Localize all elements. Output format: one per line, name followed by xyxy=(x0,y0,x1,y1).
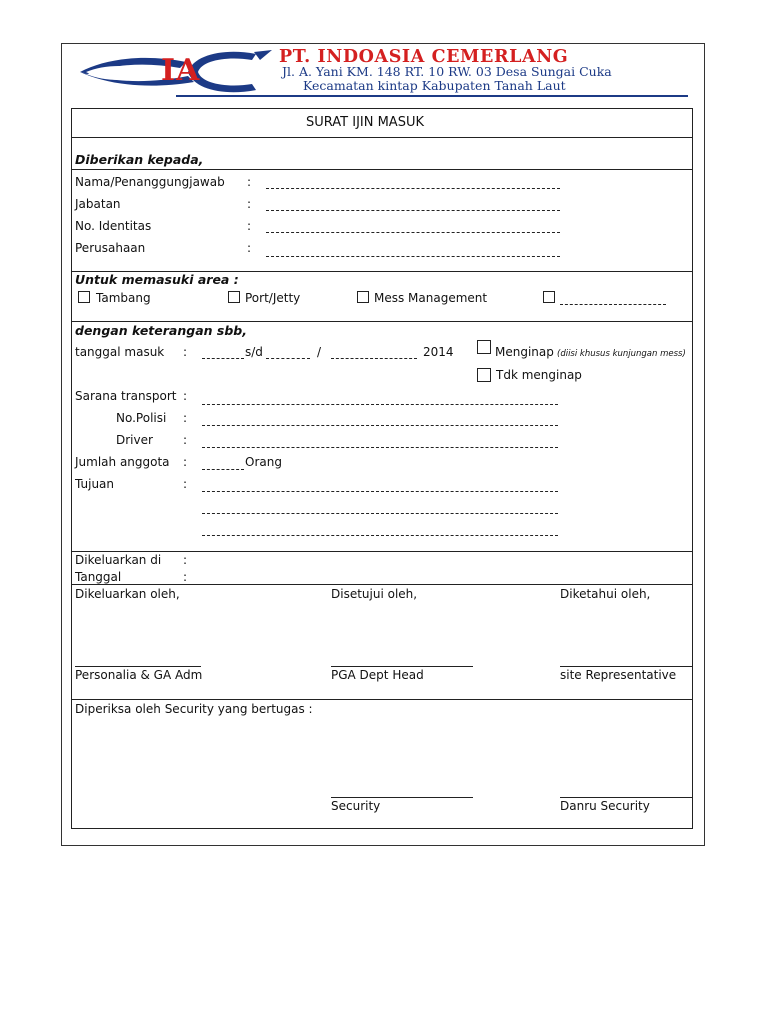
label-no-identitas: No. Identitas xyxy=(75,219,152,233)
menginap-note: (diisi khusus kunjungan mess) xyxy=(557,349,686,359)
label-nama: Nama/Penanggungjawab xyxy=(75,175,225,189)
checkbox-menginap[interactable] xyxy=(477,340,491,354)
signature-line-pga[interactable] xyxy=(331,666,473,667)
field-tujuan-input-3[interactable] xyxy=(202,535,558,536)
field-other-area-input[interactable] xyxy=(560,304,666,305)
label-sd: s/d xyxy=(245,345,263,359)
section-heading-area: Untuk memasuki area : xyxy=(75,272,239,287)
label-no-polisi: No.Polisi xyxy=(116,411,167,425)
role-danru-security: Danru Security xyxy=(560,799,650,813)
label-tdk-menginap: Tdk menginap xyxy=(496,368,582,382)
field-no-identitas-input[interactable] xyxy=(266,232,560,233)
divider xyxy=(71,321,693,322)
checkbox-tambang[interactable] xyxy=(78,291,90,303)
label-jumlah-anggota: Jumlah anggota xyxy=(75,455,170,469)
label-sarana-transport: Sarana transport xyxy=(75,389,177,403)
signature-line-security[interactable] xyxy=(331,797,473,798)
colon: : xyxy=(183,570,188,584)
label-year: 2014 xyxy=(423,345,454,359)
divider xyxy=(71,551,693,552)
field-tanggal-to-input[interactable] xyxy=(266,358,310,359)
label-approved-by: Disetujui oleh, xyxy=(331,587,418,601)
section-heading-details: dengan keterangan sbb, xyxy=(75,323,247,338)
logo-text: IA xyxy=(161,53,201,88)
role-personalia: Personalia & GA Adm xyxy=(75,668,203,682)
colon: : xyxy=(183,455,188,469)
label-orang: Orang xyxy=(245,455,282,469)
colon: : xyxy=(183,477,188,491)
label-perusahaan: Perusahaan xyxy=(75,241,146,255)
label-driver: Driver xyxy=(116,433,153,447)
field-tujuan-input-1[interactable] xyxy=(202,491,558,492)
divider xyxy=(71,584,693,585)
field-tanggal-from-input[interactable] xyxy=(202,358,244,359)
label-tanggal: Tanggal xyxy=(75,570,122,584)
header-rule xyxy=(176,95,688,97)
label-security-check: Diperiksa oleh Security yang bertugas : xyxy=(75,702,313,716)
label-acknowledged-by: Diketahui oleh, xyxy=(560,587,651,601)
signature-line-site-rep[interactable] xyxy=(560,666,693,667)
checkbox-other-area[interactable] xyxy=(543,291,555,303)
colon: : xyxy=(247,241,252,255)
label-jabatan: Jabatan xyxy=(75,197,121,211)
checkbox-port-jetty[interactable] xyxy=(228,291,240,303)
role-pga-dept-head: PGA Dept Head xyxy=(331,668,424,682)
label-tujuan: Tujuan xyxy=(75,477,115,491)
label-issued-by: Dikeluarkan oleh, xyxy=(75,587,180,601)
company-address-line1: Jl. A. Yani KM. 148 RT. 10 RW. 03 Desa Sungai Cuka xyxy=(282,64,612,79)
divider xyxy=(71,699,693,700)
field-driver-input[interactable] xyxy=(202,447,558,448)
option-mess-management-label: Mess Management xyxy=(374,291,488,305)
field-no-polisi-input[interactable] xyxy=(202,425,558,426)
option-port-jetty-label: Port/Jetty xyxy=(245,291,301,305)
field-nama-input[interactable] xyxy=(266,188,560,189)
divider xyxy=(71,137,693,138)
field-month-input[interactable] xyxy=(331,358,417,359)
form-title: SURAT IJIN MASUK xyxy=(306,115,424,130)
role-site-representative: site Representative xyxy=(560,668,677,682)
field-jumlah-anggota-input[interactable] xyxy=(202,469,244,470)
field-jabatan-input[interactable] xyxy=(266,210,560,211)
option-tambang-label: Tambang xyxy=(96,291,151,305)
colon: : xyxy=(247,197,252,211)
label-tanggal-masuk: tanggal masuk xyxy=(75,345,165,359)
colon: : xyxy=(183,389,188,403)
signature-line-personalia[interactable] xyxy=(75,666,201,667)
checkbox-mess-management[interactable] xyxy=(357,291,369,303)
company-name: PT. INDOASIA CEMERLANG xyxy=(279,47,569,67)
colon: : xyxy=(183,345,188,359)
field-sarana-transport-input[interactable] xyxy=(202,404,558,405)
colon: : xyxy=(247,219,252,233)
colon: : xyxy=(183,433,188,447)
colon: : xyxy=(183,553,188,567)
label-dikeluarkan-di: Dikeluarkan di xyxy=(75,553,162,567)
divider xyxy=(71,169,693,170)
colon: : xyxy=(183,411,188,425)
checkbox-tdk-menginap[interactable] xyxy=(477,368,491,382)
company-address-line2: Kecamatan kintap Kabupaten Tanah Laut xyxy=(303,78,566,93)
field-tujuan-input-2[interactable] xyxy=(202,513,558,514)
label-menginap: Menginap xyxy=(495,345,554,359)
field-perusahaan-input[interactable] xyxy=(266,256,560,257)
role-security: Security xyxy=(331,799,381,813)
signature-line-danru-security[interactable] xyxy=(560,797,693,798)
section-heading-given-to: Diberikan kepada, xyxy=(75,152,204,167)
label-slash: / xyxy=(317,345,322,359)
colon: : xyxy=(247,175,252,189)
